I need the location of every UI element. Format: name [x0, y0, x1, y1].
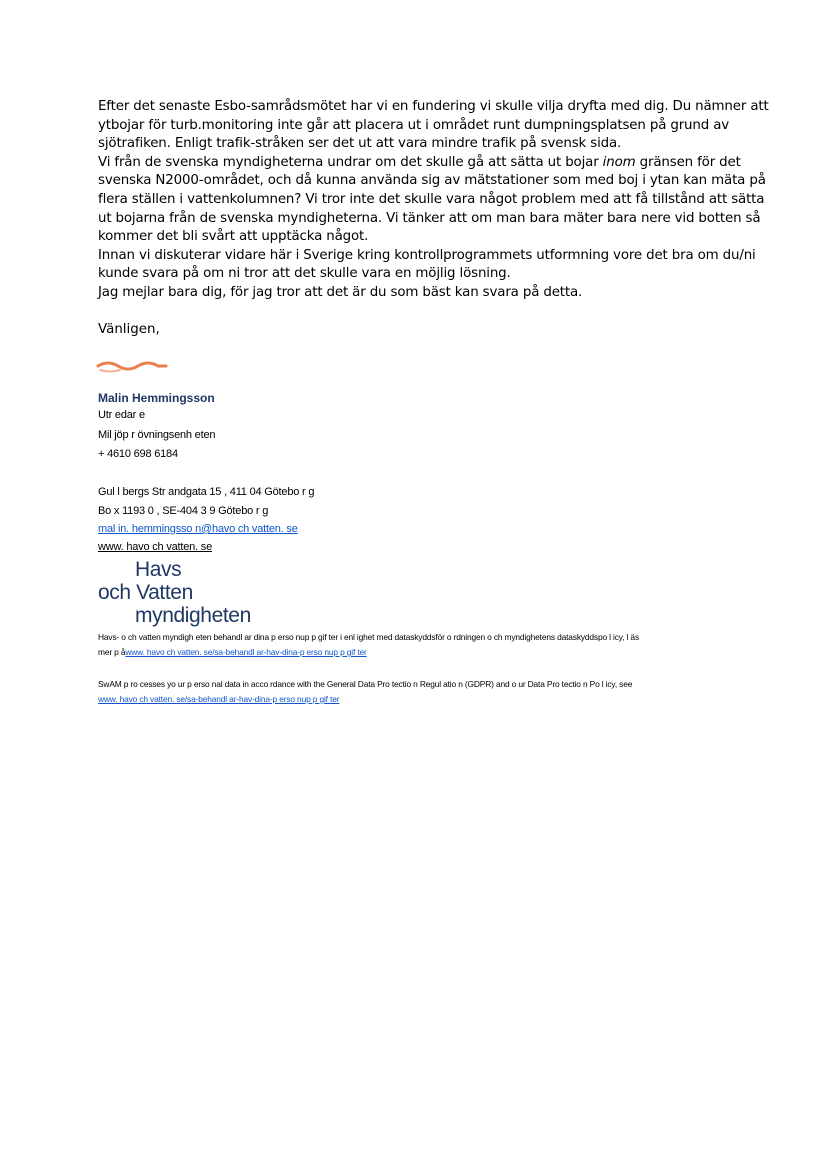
signature-name: Malin Hemmingsson [98, 391, 215, 405]
signature-phone: + 4610 698 6184 [98, 448, 178, 460]
privacy-notice-sv: Havs- o ch vatten myndigh eten behandl ar dina p erso nup p gif ter i enl ighet med dataskyddsför o rdningen o ch myndighetens dataskyddspo l icy, l äs [98, 632, 639, 642]
signature-address-street: Gul l bergs Str andgata 15 , 411 04 Götebo r g [98, 486, 315, 498]
body-line-tail: gränsen för det [639, 154, 741, 170]
body-line: Innan vi diskuterar vidare här i Sverige kring kontrollprogrammets utformning vore det bra om du/ni [98, 247, 756, 263]
body-line-text: Vi från de svenska myndigheterna undrar om det skulle gå att sätta ut bojar [98, 154, 599, 170]
body-line: sjötrafiken. Enligt trafik-stråken ser det ut att vara mindre trafik på svensk sida. [98, 136, 622, 152]
privacy-link-sv[interactable]: www. havo ch vatten. se/sa-behandl ar-hav-dina-p erso nup p gif ter [125, 647, 367, 657]
wave-logo-icon [96, 358, 168, 374]
body-line: kunde svara på om ni tror att det skulle vara en möjlig lösning. [98, 266, 511, 282]
body-line [98, 154, 741, 173]
privacy-prefix: mer p å [98, 647, 126, 657]
body-line: svenska N2000-området, och då kunna använda sig av mätstationer som med boj i ytan kan mäta på [98, 173, 766, 189]
body-line: kommer det bli svårt att upptäcka något. [98, 229, 369, 245]
website-link[interactable]: www. havo ch vatten. se [98, 541, 213, 553]
signature-title: Utr edar e [98, 409, 145, 421]
privacy-link-en[interactable]: www. havo ch vatten. se/sa-behandl ar-hav-dina-p erso nup p gif ter [98, 694, 340, 704]
logo-line-3: myndigheten [135, 604, 251, 627]
signature-address-box: Bo x 1193 0 , SE-404 3 9 Götebo r g [98, 505, 269, 517]
logo-line-1: Havs [135, 558, 182, 581]
email-body [98, 98, 769, 303]
privacy-notice-sv-line2 [98, 647, 367, 657]
havs-och-vatten-logo [98, 558, 268, 628]
body-line: Efter det senaste Esbo-samrådsmötet har vi en fundering vi skulle vilja dryfta med dig. Du nämner att [98, 99, 769, 114]
italic-word: inom [602, 154, 636, 170]
body-line: flera ställen i vattenkolumnen? Vi tror inte det skulle vara något problem med att få tillstånd att sätta [98, 191, 765, 207]
body-line: Jag mejlar bara dig, för jag tror att det är du som bäst kan svara på detta. [98, 284, 583, 300]
signature-unit: Mil jöp r övningsenh eten [98, 429, 216, 441]
privacy-notice-en: SwAM p ro cesses yo ur p erso nal data in acco rdance with the General Data Pro tectio n Regul atio n (GDPR) and o ur Data Pro tectio n Po l icy, see [98, 679, 633, 689]
body-line: ytbojar för turb.monitoring inte går att placera ut i området runt dumpningsplatsen på grund av [98, 117, 730, 133]
greeting: Vänligen, [98, 322, 160, 337]
email-link[interactable]: mal in. hemmingsso n@havo ch vatten. se [98, 523, 298, 535]
logo-line-2: och Vatten [98, 581, 193, 604]
body-line: ut bojarna från de svenska myndigheterna. Vi tänker att om man bara mäter bara nere vid botten så [98, 210, 761, 226]
